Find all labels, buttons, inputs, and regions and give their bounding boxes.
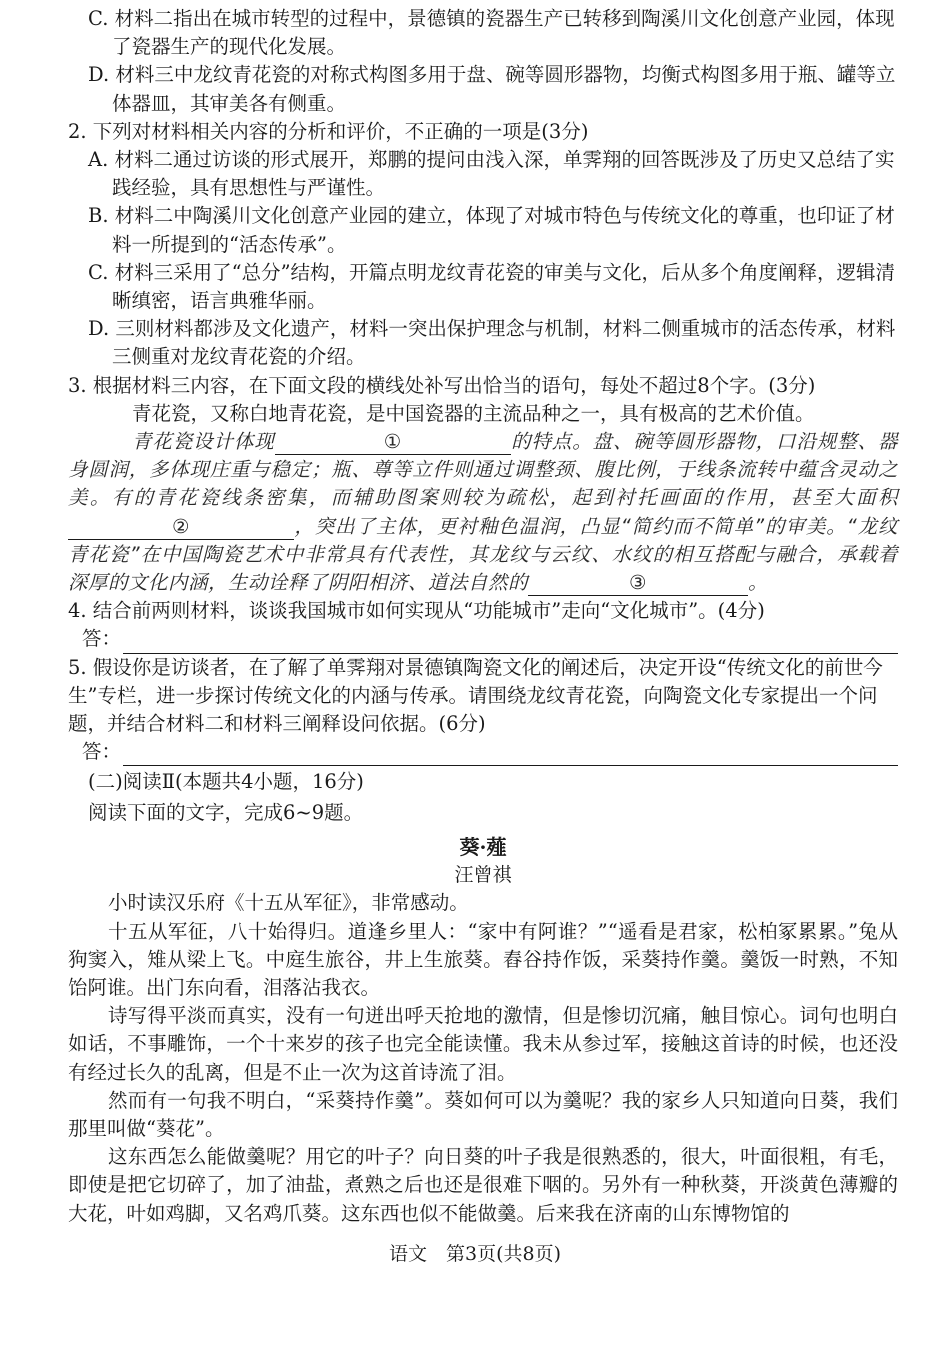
page-content: [68, 5, 898, 1228]
q3-line1: 青花瓷，又称白地青花瓷，是中国瓷器的主流品种之一，具有极高的艺术价值。: [132, 401, 815, 425]
q3-stem: 3. 根据材料三内容，在下面文段的横线处补写出恰当的语句，每处不超过8个字。(3分): [68, 373, 816, 397]
q4-answer-line[interactable]: [123, 633, 898, 654]
q4-answer-row: [68, 625, 898, 653]
q1-option-c: C. 材料二指出在城市转型的过程中，景德镇的瓷器生产已转移到陶溪川文化创意产业园，体现了瓷器生产的现代化发展。: [88, 7, 895, 59]
q2-option-d: D. 三则材料都涉及文化遗产，材料一突出保护理念与机制，材料二侧重城市的活态传承，材料三侧重对龙纹青花瓷的介绍。: [88, 317, 896, 369]
q2-option-c: C. 材料三采用了“总分”结构，开篇点明龙纹青花瓷的审美与文化，后从多个角度阐释，逻辑清晰缜密，语言典雅华丽。: [88, 260, 896, 313]
article-author: 汪曾祺: [454, 864, 512, 887]
q3-passage: [68, 428, 898, 597]
q5-answer-line[interactable]: [123, 745, 898, 766]
q2-option-a: A. 材料二通过访谈的形式展开，郑鹏的提问由浅入深，单霁翔的回答既涉及了历史又总结了实践经验，具有思想性与严谨性。: [88, 148, 895, 200]
section-2-heading: (二)阅读Ⅱ(本题共4小题，16分): [88, 770, 364, 794]
q4-stem: 4. 结合前两则材料，谈谈我国城市如何实现从“功能城市”走向“文化城市”。(4分): [68, 599, 765, 623]
q3-seg-b: 的特点。盘、碗等圆形器物，口沿规整、器身圆润，多体现庄重与稳定；瓶、尊等立件则通过调整颈、腹比例，于线条流转中蕴含灵动之美。有的青花瓷线条密集，而辅助图案则较为疏松，起到衬托画面的作用，甚至大面积: [68, 430, 898, 510]
q1-option-d: D. 材料三中龙纹青花瓷的对称式构图多用于盘、碗等圆形器物，均衡式构图多用于瓶、罐等立体器皿，其审美各有侧重。: [88, 63, 896, 115]
q2-option-b: B. 材料二中陶溪川文化创意产业园的建立，体现了对城市特色与传统文化的尊重，也印证了材料一所提到的“活态传承”。: [88, 204, 895, 256]
q3-blank-1[interactable]: ①: [275, 430, 511, 455]
article-paragraph-5: 这东西怎么能做羹呢？用它的叶子？向日葵的叶子我是很熟悉的，很大，叶面很粗，有毛，即使是把它切碎了，加了油盐，煮熟之后也还是很难下咽的。另外有一种秋葵，开淡黄色薄瓣的大花，叶如鸡脚，又名鸡爪葵。这东西也似不能做羹。后来我在济南的山东博物馆的: [68, 1145, 898, 1225]
article-paragraph-4: 然而有一句我不明白，“采葵持作羹”。葵如何可以为羹呢？我的家乡人只知道向日葵，我们那里叫做“葵花”。: [68, 1088, 898, 1140]
q5-answer-row: [68, 738, 898, 766]
q3-blank-2[interactable]: ②: [68, 515, 294, 540]
article-title: 葵·薤: [459, 834, 507, 859]
q4-answer-label: 答：: [82, 627, 122, 651]
q3-seg-c: ，突出了主体，更衬釉色温润，凸显“简约而不简单”的审美。“龙纹青花瓷”在中国陶瓷艺术中非常具有代表性，其龙纹与云纹、水纹的相互搭配与融合，承载着深厚的文化内涵，生动诠释了阴阳相济、道法自然的: [68, 514, 898, 595]
q3-seg-a: 青花瓷设计体现: [132, 430, 275, 454]
article-paragraph-3: 诗写得平淡而真实，没有一句迸出呼天抢地的激情，但是惨切沉痛，触目惊心。词句也明白如话，不事雕饰，一个十来岁的孩子也完全能读懂。我未从参过军，接触这首诗的时候，也还没有经过长久的乱离，但是不止一次为这首诗流了泪。: [68, 1004, 898, 1084]
section-2-instruction: 阅读下面的文字，完成6~9题。: [88, 800, 364, 824]
article-paragraph-2: 十五从军征，八十始得归。道逢乡里人：“家中有阿谁？”“遥看是君家，松柏冢累累。”兔从狗窦入，雉从梁上飞。中庭生旅谷，井上生旅葵。舂谷持作饭，采葵持作羹。羹饭一时熟，不知饴阿谁。出门东向看，泪落沾我衣。: [68, 919, 898, 999]
q3-seg-d: 。: [748, 571, 769, 595]
q5-answer-label: 答：: [82, 740, 122, 764]
q3-blank-3[interactable]: ③: [528, 571, 748, 596]
article-paragraph-1: 小时读汉乐府《十五从军征》，非常感动。: [108, 891, 469, 915]
q2-stem: 2. 下列对材料相关内容的分析和评价，不正确的一项是(3分): [68, 119, 589, 143]
q5-stem: 5. 假设你是访谈者，在了解了单霁翔对景德镇陶瓷文化的阐述后，决定开设“传统文化的前世今生”专栏，进一步探讨传统文化的内涵与传承。请围绕龙纹青花瓷，向陶瓷文化专家提出一个问题，并结合材料二和材料三阐释设问依据。(6分): [68, 655, 883, 736]
page-footer: 语文 第3页(共8页): [388, 1243, 561, 1265]
